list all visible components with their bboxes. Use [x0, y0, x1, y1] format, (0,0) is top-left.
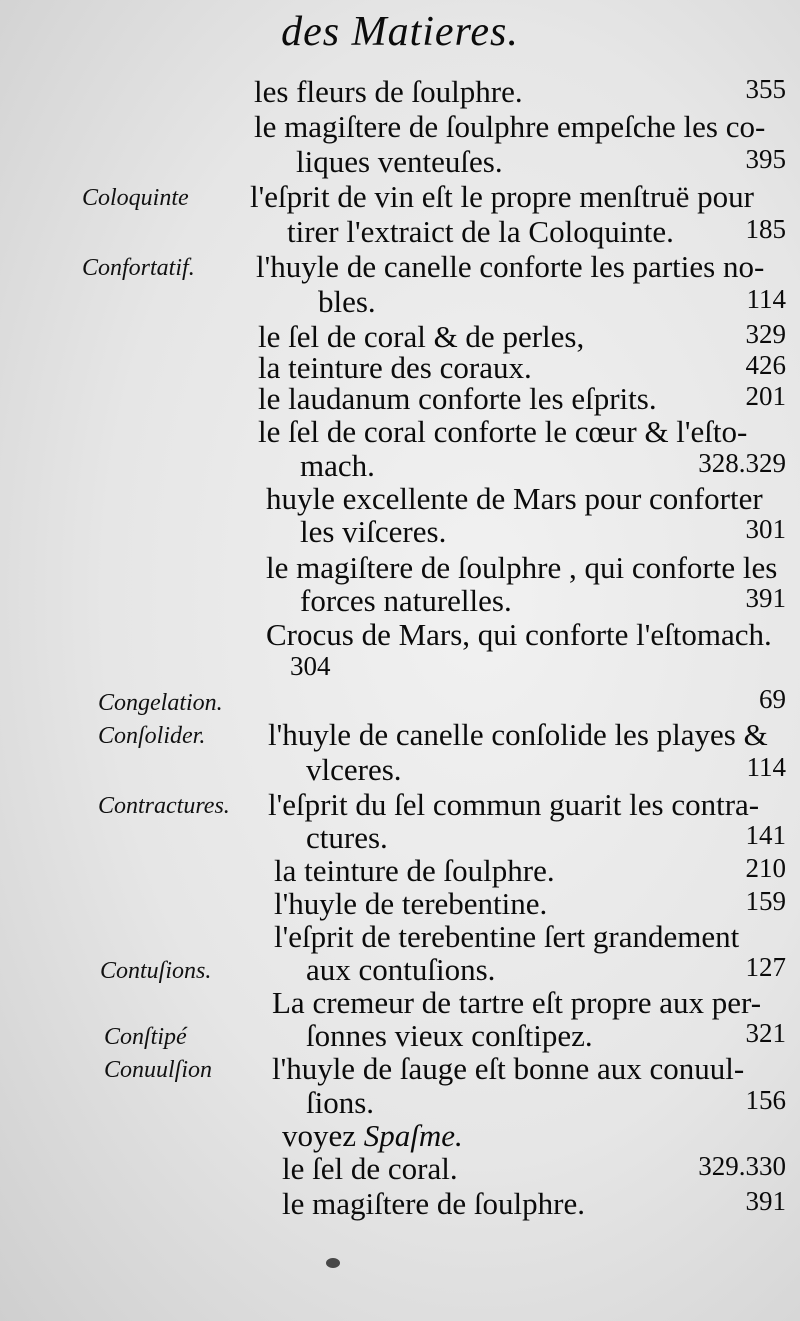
- entry-label: Contuſions.: [100, 958, 212, 984]
- entry-text: 304: [290, 651, 331, 681]
- page-ref: 301: [745, 514, 786, 544]
- entry-text: l'eſprit de terebentine ſert grandement: [274, 919, 740, 954]
- entry-text: tirer l'extraict de la Coloquinte.: [287, 214, 674, 249]
- page-ref: 210: [745, 853, 786, 883]
- page-ref: 69: [759, 684, 786, 714]
- entry-text: [282, 1118, 463, 1154]
- entry-text: la teinture de ſoulphre.: [274, 853, 555, 888]
- entry-text: l'huyle de canelle conforte les parties no-: [256, 249, 765, 284]
- page-ref: 201: [745, 381, 786, 411]
- entry-text: l'huyle de terebentine.: [274, 886, 548, 921]
- entry-text: ſions.: [306, 1085, 375, 1120]
- entry-text: l'eſprit de vin eſt le propre menſtruë pour: [250, 179, 755, 214]
- entry-text: ſonnes vieux conſtipez.: [306, 1018, 593, 1053]
- page-ref: 321: [745, 1018, 786, 1048]
- entry-label: Confortatif.: [82, 255, 195, 281]
- page-ref: 329: [745, 319, 786, 349]
- entry-text: Crocus de Mars, qui conforte l'eſtomach.: [266, 617, 772, 652]
- page-header: des Matieres.: [281, 9, 519, 55]
- entry-text: La cremeur de tartre eſt propre aux per-: [272, 985, 762, 1020]
- page-ref: 114: [746, 284, 786, 314]
- page-ref: 141: [745, 820, 786, 850]
- entry-label: Conuulſion: [104, 1057, 213, 1083]
- page-ref: 127: [745, 952, 786, 982]
- entry-text: forces naturelles.: [300, 583, 512, 618]
- entry-text: la teinture des coraux.: [258, 350, 532, 385]
- entry-label: Congelation.: [98, 690, 223, 716]
- entry-text: aux contuſions.: [306, 952, 496, 987]
- page-ref: 355: [745, 74, 786, 104]
- entry-text: les fleurs de ſoulphre.: [254, 74, 523, 109]
- entry-text-roman: voyez: [282, 1118, 364, 1153]
- entry-label: Conſolider.: [98, 723, 206, 749]
- entry-text: bles.: [318, 284, 376, 319]
- index-line: [0, 1186, 800, 1228]
- entry-text: mach.: [300, 448, 375, 483]
- page-ref: 391: [745, 1186, 786, 1216]
- page-ref: 329.330: [698, 1151, 786, 1181]
- page-ref: 185: [745, 214, 786, 244]
- entry-text: le ſel de coral.: [282, 1151, 458, 1186]
- entry-text: le laudanum conforte les eſprits.: [258, 381, 657, 416]
- page-ref: 114: [746, 752, 786, 782]
- entry-text: vlceres.: [306, 752, 402, 787]
- page-ref: 426: [745, 350, 786, 380]
- entry-text: l'huyle de canelle conſolide les playes &: [268, 717, 768, 752]
- entry-text: le magiſtere de ſoulphre.: [282, 1186, 585, 1221]
- entry-text: le ſel de coral & de perles,: [258, 319, 585, 354]
- entry-text: les viſceres.: [300, 514, 447, 549]
- entry-text: le magiſtere de ſoulphre empeſche les co-: [254, 109, 766, 144]
- page-ref: 328.329: [698, 448, 786, 478]
- page-ref: 395: [745, 144, 786, 174]
- entry-text: le ſel de coral conforte le cœur & l'eſto-: [258, 414, 748, 449]
- ink-blot: [326, 1258, 340, 1268]
- entry-text: liques venteuſes.: [296, 144, 503, 179]
- entry-text: huyle excellente de Mars pour conforter: [266, 481, 763, 516]
- entry-text: le magiſtere de ſoulphre , qui conforte les: [266, 550, 778, 585]
- page-ref: 391: [745, 583, 786, 613]
- page-ref: 156: [745, 1085, 786, 1115]
- entry-label: Contractures.: [98, 793, 230, 819]
- entry-label: Coloquinte: [82, 185, 189, 211]
- entry-text: ctures.: [306, 820, 388, 855]
- entry-text-italic: Spaſme.: [363, 1118, 463, 1153]
- page-ref: 159: [745, 886, 786, 916]
- entry-text: l'huyle de ſauge eſt bonne aux conuul-: [272, 1051, 745, 1086]
- entry-label: Conſtipé: [104, 1024, 187, 1050]
- entry-text: l'eſprit du ſel commun guarit les contra-: [268, 787, 760, 822]
